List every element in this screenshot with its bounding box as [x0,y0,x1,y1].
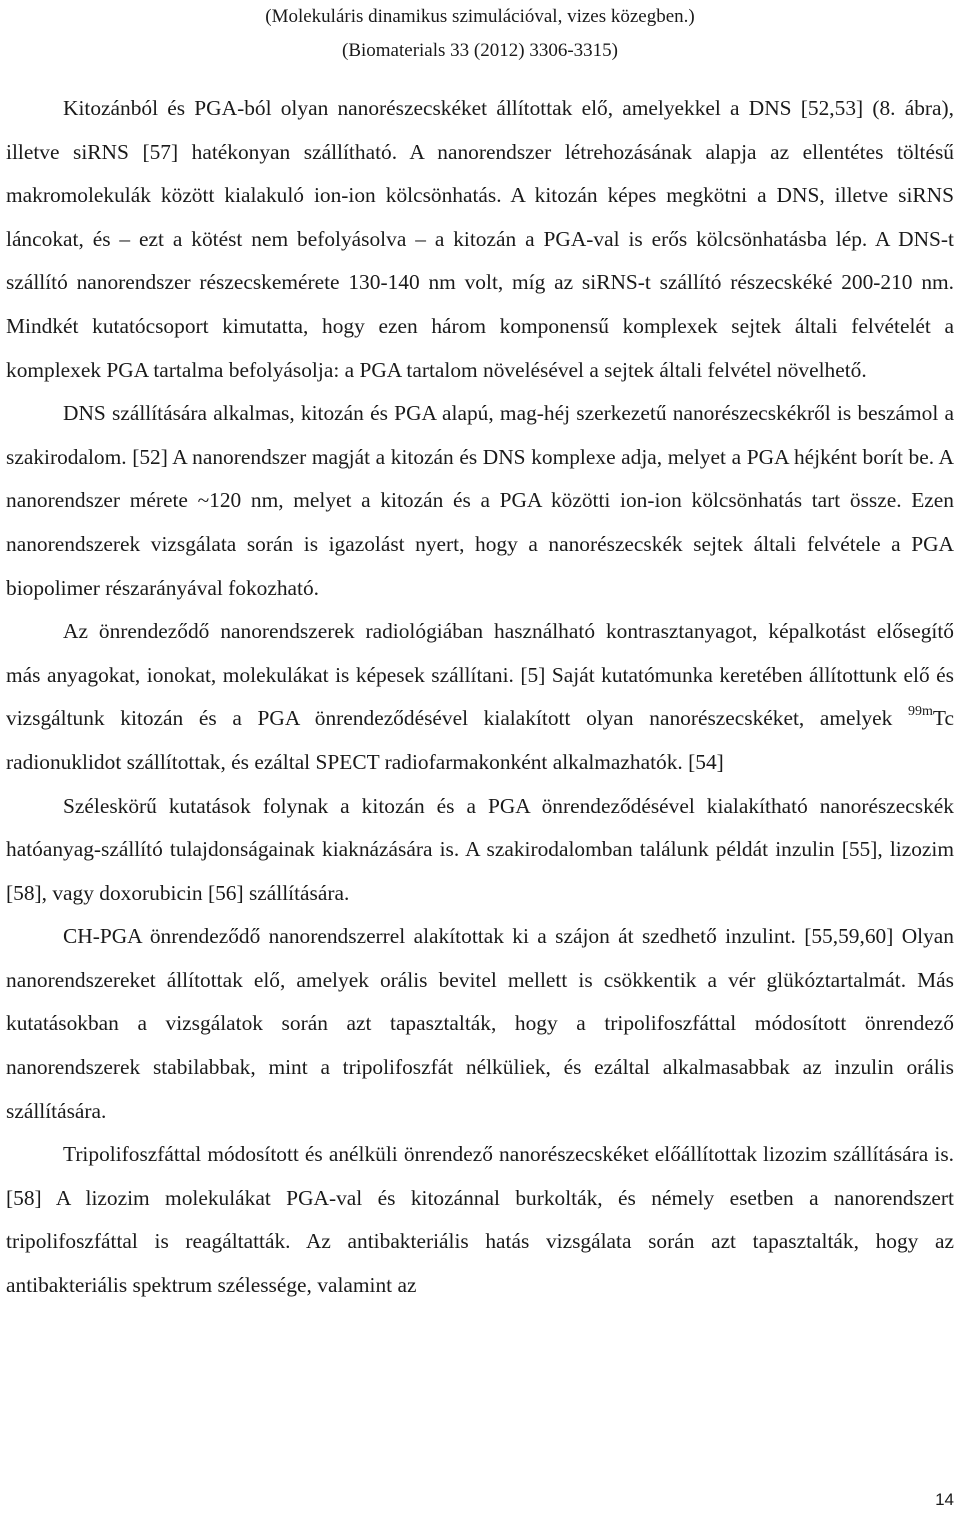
header-line-1: (Molekuláris dinamikus szimulációval, vizes közegben.) [265,6,695,27]
paragraph-1: Kitozánból és PGA-ból olyan nanorészecskéket állítottak elő, amelyekkel a DNS [52,53] (8. ábra), illetve siRNS [57] hatékonyan szállítható. A nanorendszer létrehozásának alapja az ellentétes töltésű makromolekulák között kialakuló ion-ion kölcsönhatás. A kitozán képes megkötni a DNS, illetve siRNS láncokat, és – ezt a kötést nem befolyásolva – a kitozán a PGA-val is erős kölcsönhatásba lép. A DNS-t szállító nanorendszer részecskemérete 130-140 nm volt, míg az siRNS-t szállító részecskéké 200-210 nm. Mindkét kutatócsoport kimutatta, hogy ezen három komponensű komplexek sejtek általi felvételét a komplexek PGA tartalma befolyásolja: a PGA tartalom növelésével a sejtek általi felvétel növelhető. [6,96,954,382]
paragraph-3 [6,610,954,784]
paragraph-2: DNS szállítására alkalmas, kitozán és PGA alapú, mag-héj szerkezetű nanorészecskékről is beszámol a szakirodalom. [52] A nanorendszer magját a kitozán és DNS komplexe adja, melyet a PGA héjként borít be. A nanorendszer mérete ~120 nm, melyet a kitozán és a PGA közötti ion-ion kölcsönhatás tart össze. Ezen nanorendszerek vizsgálata során is igazolást nyert, hogy a nanorészecskék sejtek általi felvétele a PGA biopolimer részarányával fokozható. [6,401,954,600]
paragraph-3-after: Tc radionuklidot szállítottak, és ezáltal SPECT radiofarmakonként alkalmazhatók. [54] [6,706,954,774]
header-line-2: (Biomaterials 33 (2012) 3306-3315) [342,40,618,61]
paragraph-6: Tripolifoszfáttal módosított és anélküli önrendező nanorészecskéket előállítottak lizozim szállítására is. [58] A lizozim molekulákat PGA-val és kitozánnal burkolták, és némely esetben a nanorendszert tripolifoszfáttal is reagáltatták. Az antibakteriális hatás vizsgálata során azt tapasztalták, hogy az antibakteriális spektrum szélessége, valamint az [6,1142,954,1298]
page-number: 14 [935,1490,954,1509]
paragraph-3-before: Az önrendeződő nanorendszerek radiológiában használható kontrasztanyagot, képalkotást elősegítő más anyagokat, ionokat, molekulákat is képesek szállítani. [5] Saját kutatómunka keretében állítottunk elő és vizsgáltunk kitozán és a PGA önrendeződésével kialakított olyan nanorészecskéket, amelyek [6,619,954,731]
paragraph-4: Széleskörű kutatások folynak a kitozán és a PGA önrendeződésével kialakítható nanorészecskék hatóanyag-szállító tulajdonságainak kiaknázására is. A szakirodalomban találunk példát inzulin [55], lizozim [58], vagy doxorubicin [56] szállítására. [6,793,954,905]
isotope-superscript: 99m [908,704,933,720]
running-header [0,0,960,68]
body-text [6,87,954,1308]
paragraph-5: CH-PGA önrendeződő nanorendszerrel alakítottak ki a szájon át szedhető inzulint. [55,59,60] Olyan nanorendszereket állítottak elő, amelyek orális bevitel mellett is csökkentik a vér glükóztartalmát. Más kutatásokban a vizsgálatok során azt tapasztalták, hogy a tripolifoszfáttal módosított önrendező nanorendszerek stabilabbak, mint a tripolifoszfát nélküliek, és ezáltal alkalmasabbak az inzulin orális szállítására. [6,924,954,1123]
